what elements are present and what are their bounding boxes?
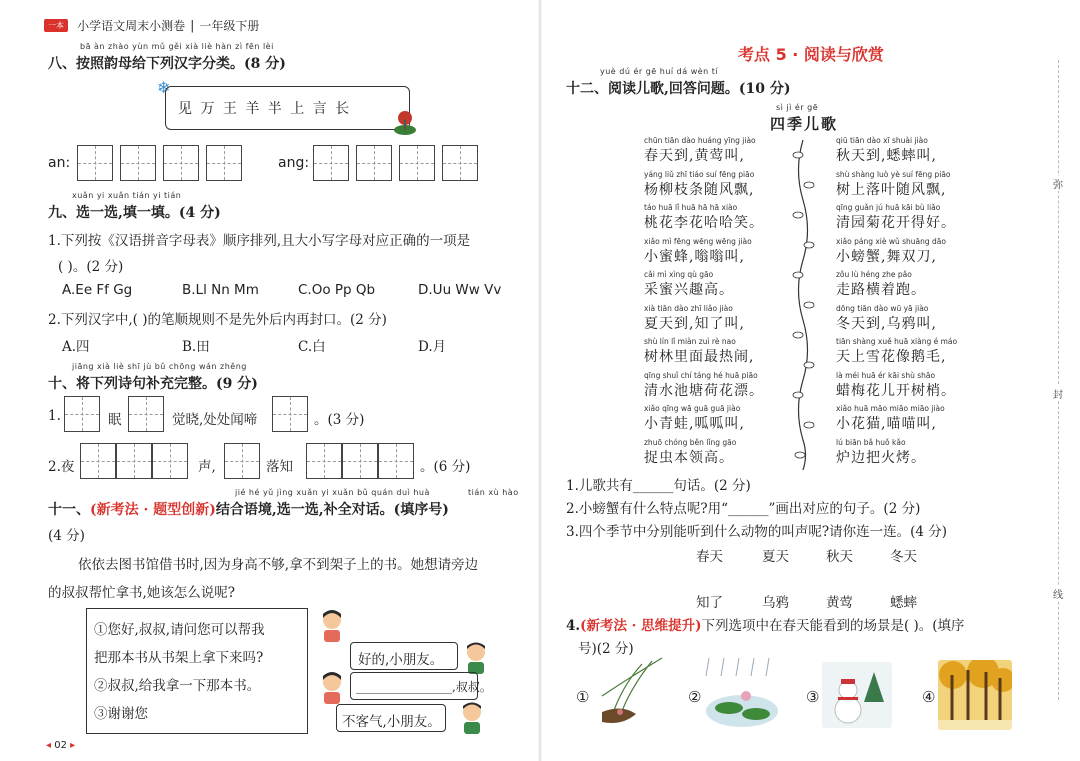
poem-pinyin-line: qīng guǎn jú huā kāi bù liǎo bbox=[836, 203, 941, 212]
poem-line: 杨柳枝条随风飘, bbox=[644, 181, 755, 198]
season-winter[interactable]: 冬天 bbox=[890, 549, 917, 565]
poem-cell-1[interactable] bbox=[64, 396, 100, 432]
s9-opt-b[interactable]: B.Ll Nn Mm bbox=[182, 282, 259, 298]
willow-picture[interactable] bbox=[592, 656, 664, 730]
s11-opt-2[interactable]: ②叔叔,给我拿一下那本书。 bbox=[94, 678, 261, 694]
poem-line: 天上雪花像鹅毛, bbox=[836, 349, 947, 365]
s11-opt-1b[interactable]: 把那本书从书架上拿下来吗? bbox=[94, 650, 264, 666]
poem-pinyin-line: xiǎo qīng wā guā guā jiào bbox=[644, 404, 741, 413]
s11-title-b: 结合语境,选一选,补全对话。(填序号) bbox=[215, 502, 449, 518]
ang-cell-3[interactable] bbox=[399, 145, 435, 181]
s10-l2-num: 2.夜 bbox=[48, 459, 75, 475]
poem-pinyin-line: chūn tiān dào huáng yīng jiào bbox=[644, 136, 756, 145]
poem-cell-3[interactable] bbox=[272, 396, 308, 432]
s11-opt-1a[interactable]: ①您好,叔叔,请问您可以帮我 bbox=[94, 622, 265, 638]
poem-line: 秋天到,蟋蟀叫, bbox=[836, 148, 937, 164]
poem-pinyin-line: dōng tiān dào wū yā jiào bbox=[836, 303, 929, 313]
s8-pinyin: bā àn zhào yùn mǔ gěi xià liè hàn zì fēn lèi bbox=[80, 42, 274, 51]
s12-q2: 2.小螃蟹有什么特点呢?用“______”画出对应的句子。(2 分) bbox=[566, 501, 921, 517]
binding-label-2: 封 bbox=[1053, 386, 1063, 401]
poem-line: 小螃蟹,舞双刀, bbox=[836, 248, 937, 265]
poem-pinyin-line: cǎi mì xìng qù gāo bbox=[644, 270, 714, 279]
s9-q2-opt-c[interactable]: C.白 bbox=[298, 339, 326, 355]
poem-line: 走路横着跑。 bbox=[836, 282, 926, 298]
page-number-text: 02 bbox=[54, 740, 67, 751]
poem-line: 清园菊花开得好。 bbox=[836, 215, 956, 231]
poem-line: 夏天到,知了叫, bbox=[644, 315, 745, 332]
s9-opt-a[interactable]: A.Ee Ff Gg bbox=[62, 282, 133, 298]
poem-pinyin-line: tiān shàng xuě huā xiàng é máo bbox=[836, 337, 958, 346]
pic-label-3: ③ bbox=[806, 688, 820, 706]
autumn-trees-picture[interactable] bbox=[938, 660, 1012, 730]
s12-pinyin: yuè dú ér gē huí dá wèn tí bbox=[600, 67, 719, 76]
lotus-pond-picture[interactable] bbox=[704, 656, 780, 730]
s11-title bbox=[48, 499, 449, 519]
s9-opt-d[interactable]: D.Uu Ww Vv bbox=[418, 282, 502, 298]
snowflake-icon: ❄ bbox=[157, 78, 171, 97]
header-grade: 一年级下册 bbox=[199, 19, 260, 33]
poem-line: 春天到,黄莺叫, bbox=[644, 148, 745, 164]
s12-q4 bbox=[566, 614, 965, 634]
poem-pinyin-line: shù shàng luò yè suí fēng piāo bbox=[836, 169, 951, 179]
s10-l2-d: 。(6 分) bbox=[420, 459, 471, 475]
s11-desc-2: 的叔叔帮忙拿书,她该怎么说呢? bbox=[48, 585, 236, 601]
poem-pinyin-line: táo huā lǐ huā hā hā xiào bbox=[644, 203, 738, 212]
dialog-3: 不客气,小朋友。 bbox=[342, 714, 441, 730]
animal-cricket[interactable]: 蟋蟀 bbox=[890, 595, 917, 611]
poem-pinyin-line: là méi huā ér kāi shù shāo bbox=[836, 370, 936, 380]
season-summer[interactable]: 夏天 bbox=[762, 549, 789, 565]
poem-pinyin-line: qīng shuǐ chí táng hé huā piāo bbox=[644, 370, 758, 380]
poem-line: 小蜜蜂,嗡嗡叫, bbox=[644, 248, 745, 265]
vine-decoration bbox=[790, 140, 816, 474]
poem-pinyin-line: zǒu lù héng zhe pǎo bbox=[836, 270, 912, 279]
animal-oriole[interactable]: 黄莺 bbox=[826, 595, 853, 611]
poem-cell-9[interactable] bbox=[342, 443, 378, 479]
page-number bbox=[46, 740, 75, 751]
poem-line: 小青蛙,呱呱叫, bbox=[644, 416, 745, 432]
an-cell-4[interactable] bbox=[206, 145, 242, 181]
s9-pinyin: xuǎn yi xuǎn tián yi tián bbox=[72, 191, 182, 200]
s11-desc-1: 依依去图书馆借书时,因为身高不够,拿不到架子上的书。她想请旁边 bbox=[78, 557, 479, 573]
page-fold bbox=[538, 0, 542, 761]
poem-cell-6[interactable] bbox=[152, 443, 188, 479]
ang-label: ang: bbox=[278, 155, 310, 171]
dialog-1: 好的,小朋友。 bbox=[358, 652, 444, 668]
binding-label-1: 弥 bbox=[1053, 176, 1063, 191]
s12-q4-tag: (新考法 · 思维提升) bbox=[580, 618, 702, 634]
s10-l2-c: 落知 bbox=[266, 459, 293, 475]
s9-q1b: ( )。(2 分) bbox=[58, 259, 124, 275]
s9-q2-opt-b[interactable]: B.田 bbox=[182, 339, 210, 355]
next-icon: ▸ bbox=[70, 740, 76, 751]
s9-title: 九、选一选,填一填。(4 分) bbox=[48, 205, 221, 221]
poem-title: 四季儿歌 bbox=[770, 115, 839, 133]
poem-line: 采蜜兴趣高。 bbox=[644, 282, 734, 298]
poem-cell-10[interactable] bbox=[378, 443, 414, 479]
poem-line: 蜡梅花儿开树梢。 bbox=[836, 382, 956, 399]
s10-l1-d: 。(3 分) bbox=[314, 412, 365, 428]
s12-q4-num: 4. bbox=[566, 618, 581, 634]
s11-score: (4 分) bbox=[48, 528, 85, 544]
s10-l1-b: 眠 bbox=[108, 412, 122, 428]
s8-title: 八、按照韵母给下列汉字分类。(8 分) bbox=[48, 56, 286, 72]
poem-line: 清水池塘荷花漂。 bbox=[644, 382, 764, 399]
poem-title-pinyin: sì jì ér gē bbox=[776, 103, 819, 112]
s12-q3: 3.四个季节中分别能听到什么动物的叫声呢?请你连一连。(4 分) bbox=[566, 524, 948, 540]
s9-opt-c[interactable]: C.Oo Pp Qb bbox=[298, 282, 376, 298]
pic-label-4: ④ bbox=[922, 688, 936, 706]
poem-cell-4[interactable] bbox=[80, 443, 116, 479]
poem-cell-7[interactable] bbox=[224, 443, 260, 479]
s11-opt-3[interactable]: ③谢谢您 bbox=[94, 706, 148, 722]
poem-line: 小花猫,喵喵叫, bbox=[836, 416, 937, 432]
poem-line: 炉边把火烤。 bbox=[836, 449, 926, 466]
animal-cicada[interactable]: 知了 bbox=[696, 595, 723, 611]
s9-q1: 1.下列按《汉语拼音字母表》顺序排列,且大小写字母对应正确的一项是 bbox=[48, 233, 471, 249]
s12-q1: 1.儿歌共有______句话。(2 分) bbox=[566, 478, 751, 494]
s12-q4-text: 下列选项中在春天能看到的场景是( )。(填序 bbox=[701, 618, 965, 634]
an-cell-1[interactable] bbox=[77, 145, 113, 181]
s11-pinyin-1: jié hé yǔ jìng xuǎn yi xuǎn bǔ quán duì huà bbox=[235, 488, 430, 497]
ang-cell-2[interactable] bbox=[356, 145, 392, 181]
plant-icon bbox=[392, 106, 418, 140]
s12-title: 十二、阅读儿歌,回答问题。(10 分) bbox=[566, 81, 791, 97]
ang-cell-4[interactable] bbox=[442, 145, 478, 181]
s10-l1-c: 觉晓,处处闻啼 bbox=[172, 412, 258, 428]
s12-q4b: 号)(2 分) bbox=[578, 641, 634, 657]
an-cell-2[interactable] bbox=[120, 145, 156, 181]
an-label: an: bbox=[48, 155, 71, 171]
s10-pinyin: jiāng xià liè shī jù bǔ chōng wán zhěng bbox=[72, 362, 247, 371]
poem-pinyin-line: lú biān bǎ huǒ kǎo bbox=[836, 437, 906, 447]
prev-icon: ◂ bbox=[46, 740, 52, 751]
poem-pinyin-line: xià tiān dào zhī liǎo jiào bbox=[644, 303, 733, 313]
an-cell-3[interactable] bbox=[163, 145, 199, 181]
s10-l2-b: 声, bbox=[198, 459, 216, 475]
poem-line: 捉虫本领高。 bbox=[644, 449, 734, 466]
poem-line: 桃花李花哈哈笑。 bbox=[644, 215, 764, 231]
ang-cell-1[interactable] bbox=[313, 145, 349, 181]
pic-label-2: ② bbox=[688, 688, 702, 706]
poem-line: 树上落叶随风飘, bbox=[836, 181, 947, 198]
poem-line: 树林里面最热闹, bbox=[644, 349, 755, 365]
logo: 一本 bbox=[44, 19, 68, 32]
season-spring[interactable]: 春天 bbox=[696, 549, 723, 565]
poem-pinyin-line: xiǎo mì fēng wēng wēng jiào bbox=[644, 236, 752, 246]
poem-cell-8[interactable] bbox=[306, 443, 342, 479]
season-autumn[interactable]: 秋天 bbox=[826, 549, 853, 565]
s11-tag: (新考法 · 题型创新) bbox=[90, 502, 216, 518]
char-list: 见 万 王 羊 半 上 言 长 bbox=[178, 101, 352, 117]
snowman-picture[interactable] bbox=[822, 662, 892, 728]
header: 一本 小学语文周末小测卷 | 一年级下册 bbox=[44, 15, 259, 34]
s10-title: 十、将下列诗句补充完整。(9 分) bbox=[48, 376, 258, 392]
s9-q2-opt-d[interactable]: D.月 bbox=[418, 339, 447, 355]
pic-label-1: ① bbox=[576, 688, 590, 706]
poem-pinyin-line: yáng liǔ zhī tiáo suí fēng piāo bbox=[644, 169, 755, 179]
poem-pinyin-line: qiū tiān dào xī shuài jiào bbox=[836, 136, 928, 145]
animal-crow[interactable]: 乌鸦 bbox=[762, 595, 789, 611]
s11-pinyin-2: tián xù hào bbox=[468, 488, 519, 497]
dialog-2[interactable]: ________________,叔叔。 bbox=[356, 680, 492, 694]
girl-avatar bbox=[318, 608, 346, 648]
s11-title-a: 十一、 bbox=[48, 502, 90, 518]
binding-line bbox=[1058, 60, 1059, 700]
poem-pinyin-line: shù lín lǐ miàn zuì rè nao bbox=[644, 337, 736, 346]
topic-title: 考点 5 · 阅读与欣赏 bbox=[738, 45, 884, 64]
poem-cell-5[interactable] bbox=[116, 443, 152, 479]
binding-label-3: 线 bbox=[1053, 586, 1063, 601]
s9-q2-opt-a[interactable]: A.四 bbox=[62, 339, 90, 355]
poem-pinyin-line: xiǎo huā māo miāo miāo jiào bbox=[836, 404, 945, 413]
poem-pinyin-line: zhuō chóng běn lǐng gāo bbox=[644, 437, 737, 447]
s10-l1-num: 1. bbox=[48, 408, 61, 424]
man-avatar-2 bbox=[458, 700, 486, 740]
poem-pinyin-line: xiǎo páng xiè wǔ shuāng dāo bbox=[836, 236, 946, 246]
poem-line: 冬天到,乌鸦叫, bbox=[836, 315, 937, 332]
header-title: 小学语文周末小测卷 bbox=[77, 19, 186, 33]
s9-q2: 2.下列汉字中,( )的笔顺规则不是先外后内再封口。(2 分) bbox=[48, 312, 387, 328]
poem-cell-2[interactable] bbox=[128, 396, 164, 432]
